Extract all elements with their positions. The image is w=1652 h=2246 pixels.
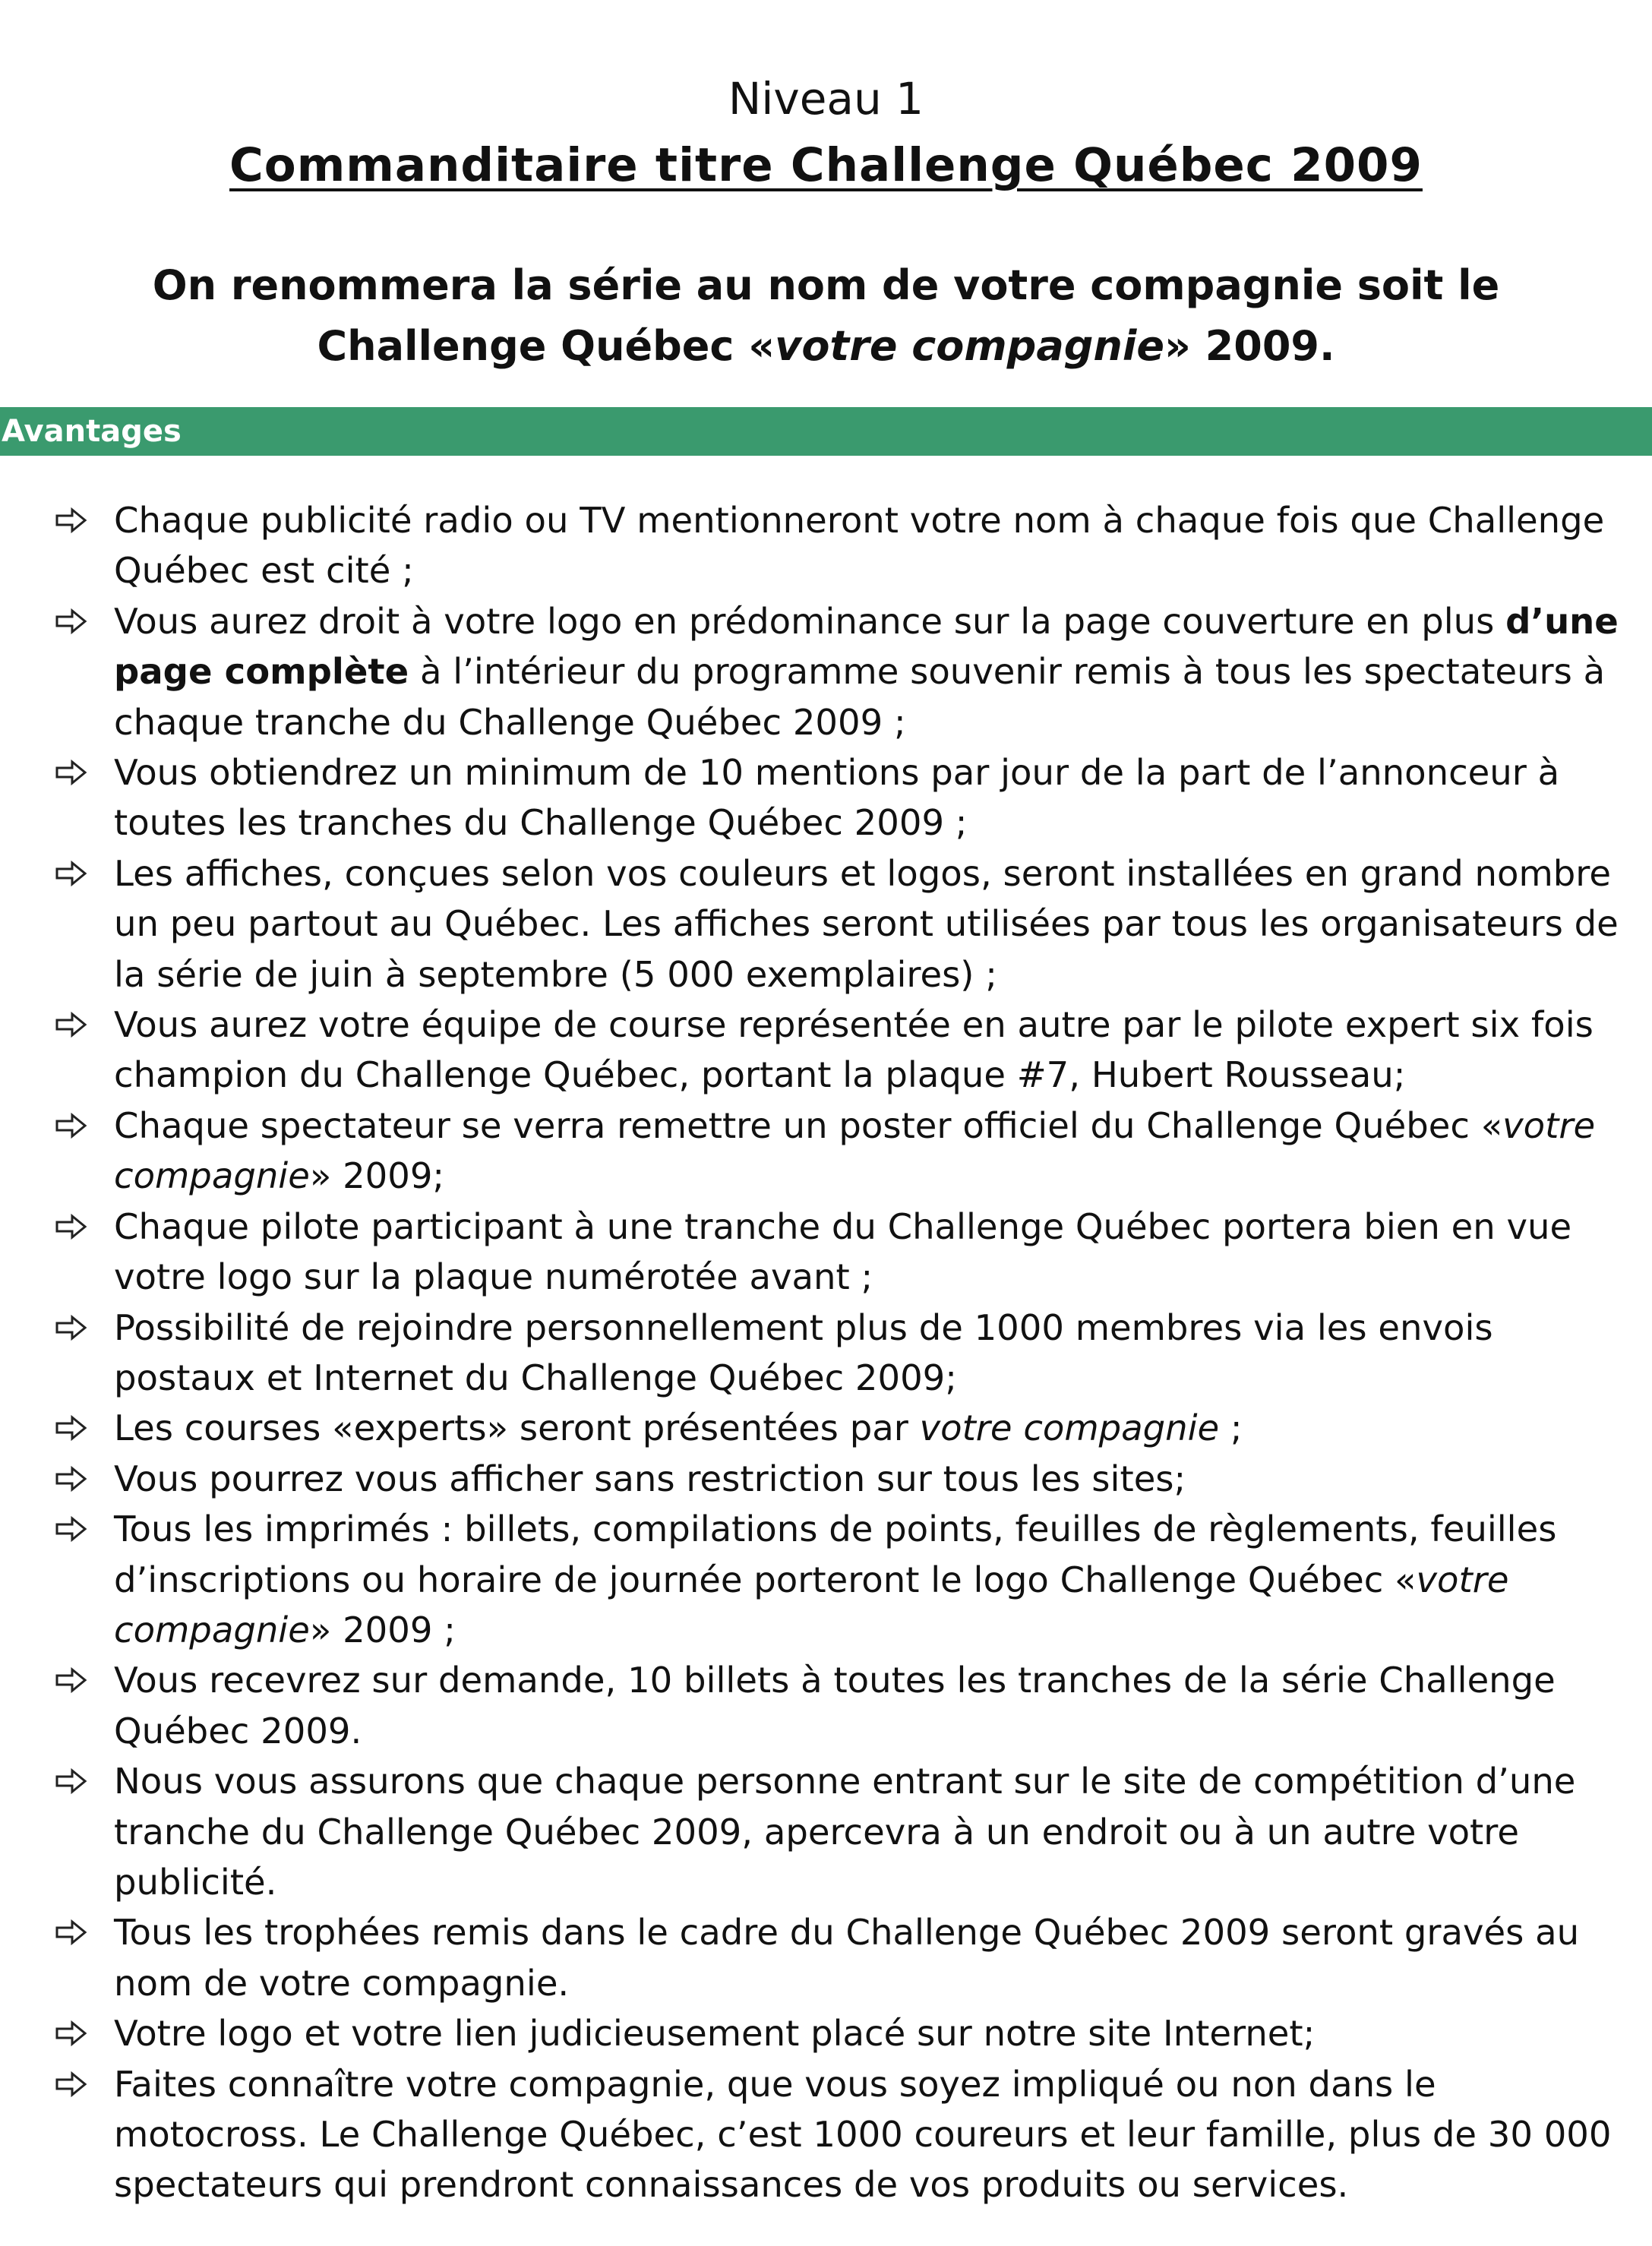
right-arrow-icon	[55, 859, 88, 888]
list-item-text: Nous vous assurons que chaque personne entrant sur le site de compétition d’une tranche du Challenge Québec 2009, apercevra à un endroit ou à un autre votre publicité.	[114, 1761, 1576, 1903]
right-arrow-icon	[55, 1767, 88, 1796]
right-arrow-icon	[55, 1111, 88, 1140]
subtitle-segment: » 2009.	[1164, 322, 1335, 370]
list-item	[0, 1756, 1652, 1907]
right-arrow-icon	[55, 1515, 88, 1543]
list-item-text: Vous aurez droit à votre logo en prédominance sur la page couverture en plus	[114, 600, 1506, 642]
list-item-text: à l’intérieur du programme souvenir remis à tous les spectateurs à chaque tranche du Challenge Québec 2009 ;	[114, 651, 1606, 743]
right-arrow-icon	[55, 1414, 88, 1442]
list-item-text: » 2009;	[309, 1155, 445, 1197]
right-arrow-icon	[55, 1918, 88, 1947]
right-arrow-icon	[55, 607, 88, 636]
list-item-text: votre compagnie	[919, 1407, 1220, 1449]
list-item-text: Vous recevrez sur demande, 10 billets à toutes les tranches de la série Challenge Québec 2009.	[114, 1660, 1556, 1752]
list-item	[0, 1303, 1652, 1404]
list-item-text: Chaque publicité radio ou TV mentionneront votre nom à chaque fois que Challenge Québec est cité ;	[114, 500, 1605, 592]
right-arrow-icon	[55, 1313, 88, 1342]
list-item	[0, 1504, 1652, 1655]
list-item	[0, 1454, 1652, 1504]
section-label: Avantages	[2, 414, 182, 449]
list-item-text: Vous obtiendrez un minimum de 10 mentions par jour de la part de l’annonceur à toutes les tranches du Challenge Québec 2009 ;	[114, 752, 1560, 844]
document-title-text: Commanditaire titre Challenge Québec 2009	[229, 138, 1423, 192]
list-item-text: ;	[1219, 1407, 1243, 1449]
list-item	[0, 1202, 1652, 1303]
list-item	[0, 1403, 1652, 1453]
list-item	[0, 596, 1652, 747]
list-item-text: Possibilité de rejoindre personnellement plus de 1000 membres via les envois postaux et Internet du Challenge Québec 2009;	[114, 1306, 1493, 1398]
list-item-text: d’une page complète	[114, 600, 1619, 693]
list-item-text: Tous les imprimés : billets, compilations de points, feuilles de règlements, feuilles d’inscriptions ou horaire de journée porteront le logo Challenge Québec «	[114, 1508, 1557, 1600]
benefits-list	[0, 495, 1652, 2210]
level-heading: Niveau 1	[728, 73, 924, 125]
list-item	[0, 747, 1652, 848]
list-item-text: Les affiches, conçues selon vos couleurs et logos, seront installées en grand nombre un peu partout au Québec. Les affiches seront utilisées par tous les organisateurs de la série de juin à septembre (5 000 exemplaires) ;	[114, 852, 1619, 995]
list-item-text: » 2009 ;	[309, 1609, 456, 1651]
right-arrow-icon	[55, 2070, 88, 2099]
list-item	[0, 1000, 1652, 1101]
list-item-text: Les courses «experts» seront présentées par	[114, 1407, 920, 1449]
list-item-text: Chaque spectateur se verra remettre un poster officiel du Challenge Québec «	[114, 1104, 1503, 1146]
list-item	[0, 2059, 1652, 2210]
list-item-text: Tous les trophées remis dans le cadre du Challenge Québec 2009 seront gravés au nom de votre compagnie.	[114, 1912, 1580, 2004]
right-arrow-icon	[55, 1010, 88, 1039]
right-arrow-icon	[55, 2019, 88, 2048]
right-arrow-icon	[55, 758, 88, 787]
list-item	[0, 2008, 1652, 2058]
right-arrow-icon	[55, 506, 88, 535]
right-arrow-icon	[55, 1464, 88, 1493]
list-item	[0, 848, 1652, 1000]
list-item-text: Chaque pilote participant à une tranche du Challenge Québec portera bien en vue votre logo sur la plaque numérotée avant ;	[114, 1205, 1572, 1298]
list-item	[0, 1101, 1652, 1202]
subtitle-segment: On renommera la série au nom de votre compagnie soit le Challenge Québec «	[152, 261, 1500, 370]
list-item-text: Vous pourrez vous afficher sans restriction sur tous les sites;	[114, 1458, 1186, 1499]
section-band	[0, 407, 1652, 456]
list-item-text: Faites connaître votre compagnie, que vous soyez impliqué ou non dans le motocross. Le Challenge Québec, c’est 1000 coureurs et leur famille, plus de 30 000 spectateurs qui prendront connaissances de vos produits ou services.	[114, 2063, 1612, 2206]
list-item-text: Votre logo et votre lien judicieusement placé sur notre site Internet;	[114, 2013, 1316, 2055]
document-title	[0, 135, 1652, 196]
list-item-text: votre compagnie	[114, 1559, 1509, 1651]
subtitle-segment: votre compagnie	[775, 322, 1164, 370]
list-item	[0, 1907, 1652, 2008]
right-arrow-icon	[55, 1666, 88, 1695]
list-item	[0, 1655, 1652, 1756]
list-item	[0, 495, 1652, 596]
list-item-text: Vous aurez votre équipe de course représentée en autre par le pilote expert six fois champion du Challenge Québec, portant la plaque #7, Hubert Rousseau;	[114, 1004, 1594, 1096]
right-arrow-icon	[55, 1212, 88, 1241]
list-item-text: votre compagnie	[114, 1104, 1596, 1197]
subtitle	[114, 255, 1538, 377]
